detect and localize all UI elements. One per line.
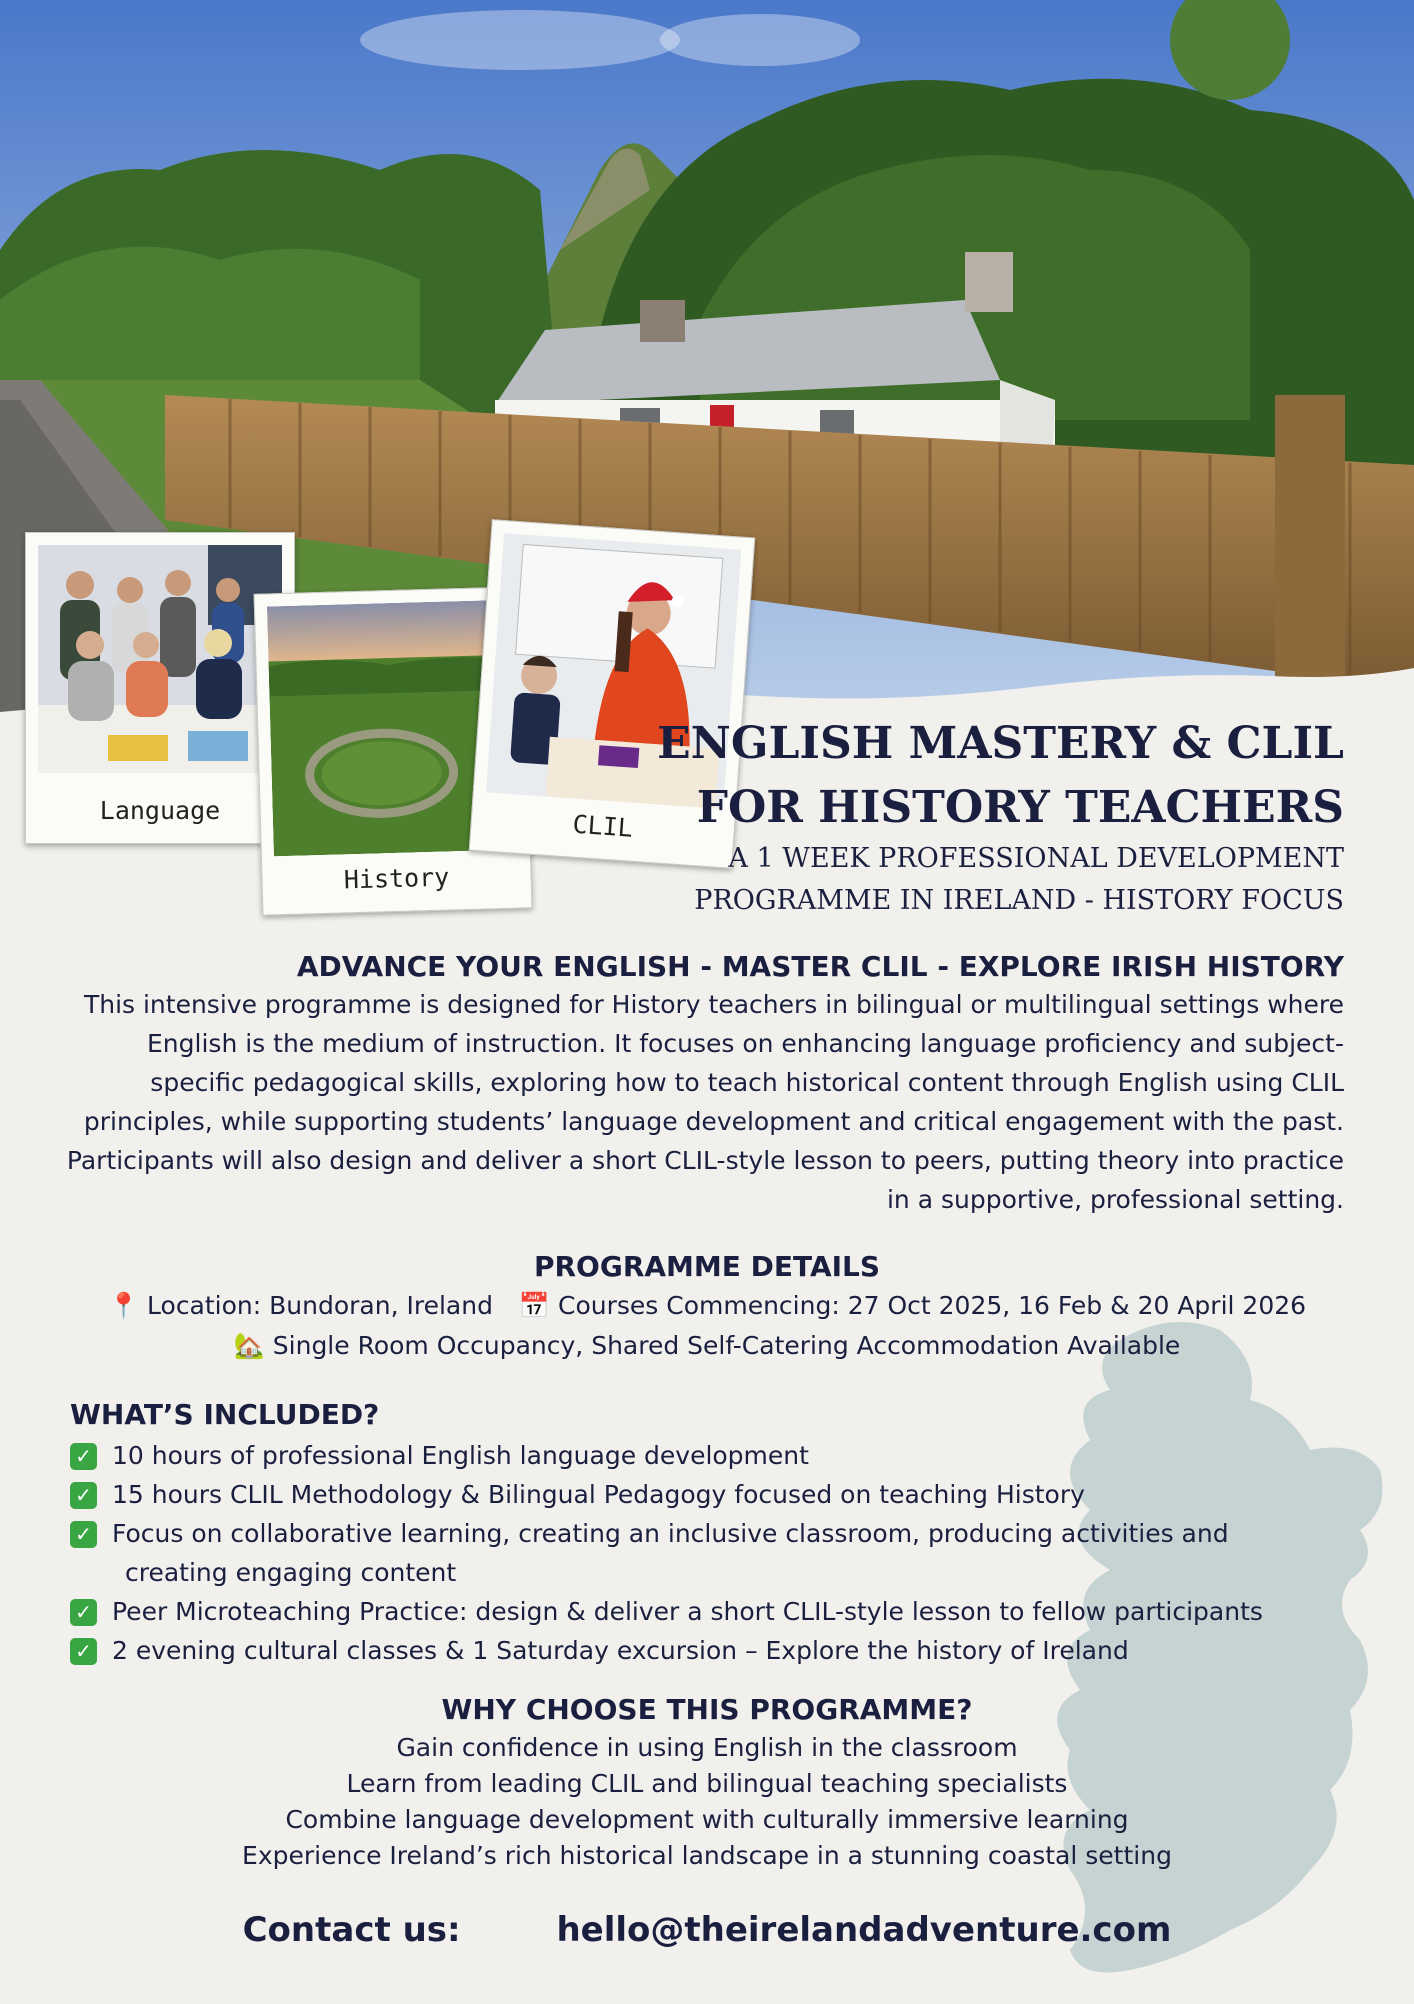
- location-pin-icon: 📍: [107, 1291, 140, 1320]
- why-list: [0, 1730, 1414, 1874]
- calendar-icon: 📅: [518, 1291, 551, 1320]
- list-item-text: Peer Microteaching Practice: design & deliver a short CLIL-style lesson to fellow participants: [112, 1597, 1263, 1626]
- intro-paragraph: This intensive programme is designed for History teachers in bilingual or multilingual settings where English is the medium of instruction. It focuses on enhancing language proficiency and subject-specific pedagogical skills, exploring how to teach historical content through English using CLIL principles, while supporting students’ language development and critical engagement with the past. Participants will also design and deliver a short CLIL-style lesson to peers, putting theory into practice in a supportive, professional setting.: [66, 990, 1344, 1214]
- checkmark-icon: ✓: [70, 1521, 97, 1548]
- contact-line: [0, 1910, 1414, 1950]
- programme-details-heading: PROGRAMME DETAILS: [533, 1250, 881, 1283]
- polaroid-caption: CLIL: [571, 809, 634, 843]
- list-item-continuation: creating engaging content: [125, 1558, 457, 1587]
- list-item: [70, 1475, 1390, 1514]
- list-item-text: 10 hours of professional English language development: [112, 1441, 809, 1470]
- title-line-2: FOR HISTORY TEACHERS: [696, 782, 1344, 833]
- whats-included-heading: WHAT’S INCLUDED?: [70, 1398, 380, 1431]
- page-subtitle: [584, 838, 1344, 922]
- list-item-text: Focus on collaborative learning, creating an inclusive classroom, producing activities and: [112, 1519, 1229, 1548]
- list-item-text: 15 hours CLIL Methodology & Bilingual Pedagogy focused on teaching History: [112, 1480, 1085, 1509]
- checkmark-icon: ✓: [70, 1638, 97, 1665]
- list-item: [70, 1436, 1390, 1475]
- checkmark-icon: ✓: [70, 1482, 97, 1509]
- list-item-text: 2 evening cultural classes & 1 Saturday excursion – Explore the history of Ireland: [112, 1636, 1129, 1665]
- list-item: Gain confidence in using English in the classroom: [396, 1733, 1018, 1762]
- tagline: ADVANCE YOUR ENGLISH - MASTER CLIL - EXPLORE IRISH HISTORY: [296, 950, 1344, 983]
- contact-label: Contact us:: [242, 1910, 461, 1950]
- polaroid-caption: Language: [99, 796, 221, 825]
- house-icon: 🏡: [233, 1331, 265, 1360]
- checkmark-icon: ✓: [70, 1599, 97, 1626]
- list-item: Combine language development with culturally immersive learning: [285, 1805, 1129, 1834]
- why-choose-heading: WHY CHOOSE THIS PROGRAMME?: [441, 1693, 973, 1726]
- included-list: [70, 1436, 1390, 1670]
- page-title: [644, 712, 1344, 840]
- checkmark-icon: ✓: [70, 1443, 97, 1470]
- subtitle-line-1: A 1 WEEK PROFESSIONAL DEVELOPMENT: [728, 843, 1344, 874]
- title-line-1: ENGLISH MASTERY & CLIL: [657, 718, 1344, 769]
- programme-details: [0, 1286, 1414, 1366]
- list-item: Experience Ireland’s rich historical landscape in a stunning coastal setting: [242, 1841, 1172, 1870]
- list-item: [70, 1514, 1390, 1592]
- polaroid-caption: History: [343, 862, 450, 895]
- list-item: [70, 1592, 1390, 1631]
- contact-email-link[interactable]: hello@theirelandadventure.com: [556, 1910, 1172, 1950]
- group-photo-icon: [38, 545, 282, 773]
- subtitle-line-2: PROGRAMME IN IRELAND - HISTORY FOCUS: [694, 885, 1344, 916]
- polaroid-language: [25, 532, 295, 844]
- dates-text: Courses Commencing: 27 Oct 2025, 16 Feb & 20 April 2026: [558, 1291, 1307, 1320]
- list-item: [70, 1631, 1390, 1670]
- accommodation-text: Single Room Occupancy, Shared Self-Catering Accommodation Available: [272, 1331, 1181, 1360]
- list-item: Learn from leading CLIL and bilingual teaching specialists: [346, 1769, 1068, 1798]
- location-text: Location: Bundoran, Ireland: [147, 1291, 493, 1320]
